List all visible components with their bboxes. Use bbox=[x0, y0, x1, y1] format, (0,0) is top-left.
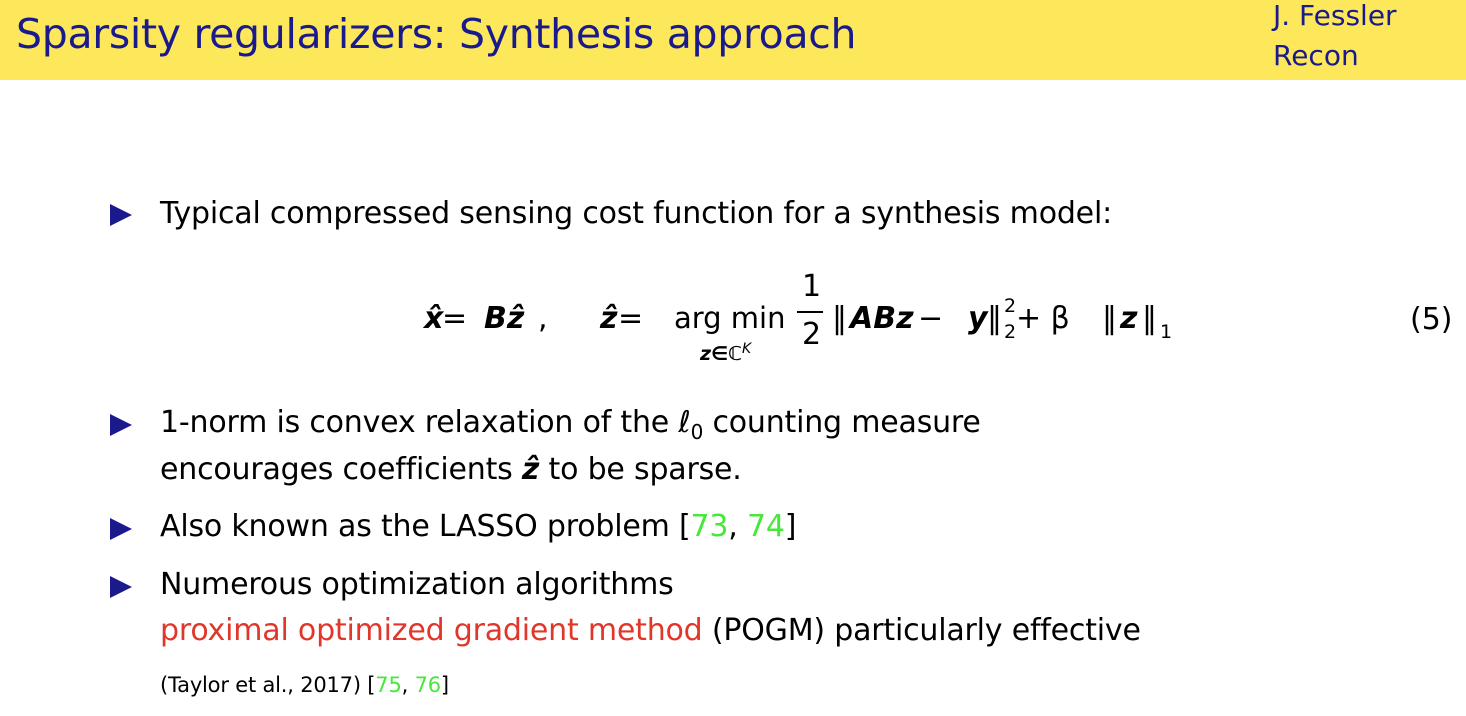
eq-norm1-open: ‖ bbox=[1102, 301, 1117, 336]
eq-norm-close: ‖ bbox=[987, 301, 1002, 336]
citation-link-74[interactable]: 74 bbox=[746, 509, 785, 544]
eq-equals-1: = bbox=[442, 301, 468, 336]
eq-norm-open: ‖ bbox=[832, 301, 847, 336]
eq-sup-2: 2 bbox=[1004, 295, 1017, 317]
eq-argmin-subscript bbox=[700, 343, 751, 365]
eq-sub-2: 2 bbox=[1004, 321, 1017, 343]
bullet-4-line-2 bbox=[160, 613, 1141, 648]
eq-half-numerator: 1 bbox=[802, 269, 822, 304]
citation-text: (Taylor et al., 2017) [ bbox=[160, 673, 376, 697]
bullet-1-text: Typical compressed sensing cost function for a synthesis model: bbox=[160, 196, 1112, 231]
section-name: Recon bbox=[1273, 39, 1359, 72]
bullet-triangle-icon bbox=[110, 576, 132, 598]
bullet-4-citation bbox=[160, 673, 449, 697]
equation-number: (5) bbox=[1410, 302, 1453, 337]
eq-z: z bbox=[1120, 301, 1138, 336]
citation-sep: , bbox=[728, 509, 747, 544]
header-bar bbox=[0, 0, 1466, 80]
citation-link-73[interactable]: 73 bbox=[690, 509, 729, 544]
bullet-2-line-1 bbox=[160, 405, 981, 444]
bullet-triangle-icon bbox=[110, 518, 132, 540]
citation-close-2: ] bbox=[440, 673, 449, 697]
bullet-2-line-2 bbox=[160, 452, 742, 487]
eq-abz: ABz bbox=[850, 301, 914, 336]
bullet-3-label: Also known as the LASSO problem [ bbox=[160, 509, 691, 544]
eq-plus-beta: + β bbox=[1016, 301, 1070, 336]
eq-xhat: x̂ bbox=[424, 301, 444, 336]
eq-equals-2: = bbox=[618, 301, 644, 336]
bullet-4-rest: (POGM) particularly effective bbox=[702, 613, 1141, 648]
bullet-2-zhat: ẑ bbox=[521, 452, 540, 487]
eq-half-denominator: 2 bbox=[802, 317, 822, 352]
bullet-2-text-b: counting measure bbox=[703, 405, 981, 440]
eq-under-set: z∈ℂ bbox=[700, 343, 743, 365]
eq-under-k: K bbox=[742, 341, 752, 357]
author-name: J. Fessler bbox=[1273, 0, 1397, 32]
bullet-2-text-c: encourages coefficients bbox=[160, 452, 522, 487]
bullet-2-subscript: 0 bbox=[690, 420, 704, 444]
slide-title: Sparsity regularizers: Synthesis approach bbox=[16, 10, 857, 58]
bullet-triangle-icon bbox=[110, 204, 132, 226]
bullet-2-text-d: to be sparse. bbox=[539, 452, 742, 487]
eq-bz: Bẑ bbox=[484, 301, 525, 336]
citation-sep-2: , bbox=[401, 673, 415, 697]
eq-minus: − bbox=[918, 301, 944, 336]
citation-link-76[interactable]: 76 bbox=[414, 673, 441, 697]
bullet-2-text-a: 1-norm is convex relaxation of the ℓ bbox=[160, 405, 691, 440]
eq-fraction-bar bbox=[797, 311, 823, 313]
eq-zhat: ẑ bbox=[600, 301, 618, 336]
eq-sub-1: 1 bbox=[1160, 321, 1173, 343]
pogm-highlight: proximal optimized gradient method bbox=[160, 613, 703, 648]
eq-y: y bbox=[968, 301, 988, 336]
citation-close: ] bbox=[784, 509, 797, 544]
author-block bbox=[1273, 0, 1397, 76]
eq-argmin: arg min bbox=[674, 301, 786, 335]
bullet-triangle-icon bbox=[110, 414, 132, 436]
bullet-3-text bbox=[160, 509, 796, 544]
eq-comma: , bbox=[538, 301, 548, 336]
bullet-4-line-1: Numerous optimization algorithms bbox=[160, 567, 674, 602]
citation-link-75[interactable]: 75 bbox=[375, 673, 402, 697]
eq-norm1-close: ‖ bbox=[1142, 301, 1157, 336]
